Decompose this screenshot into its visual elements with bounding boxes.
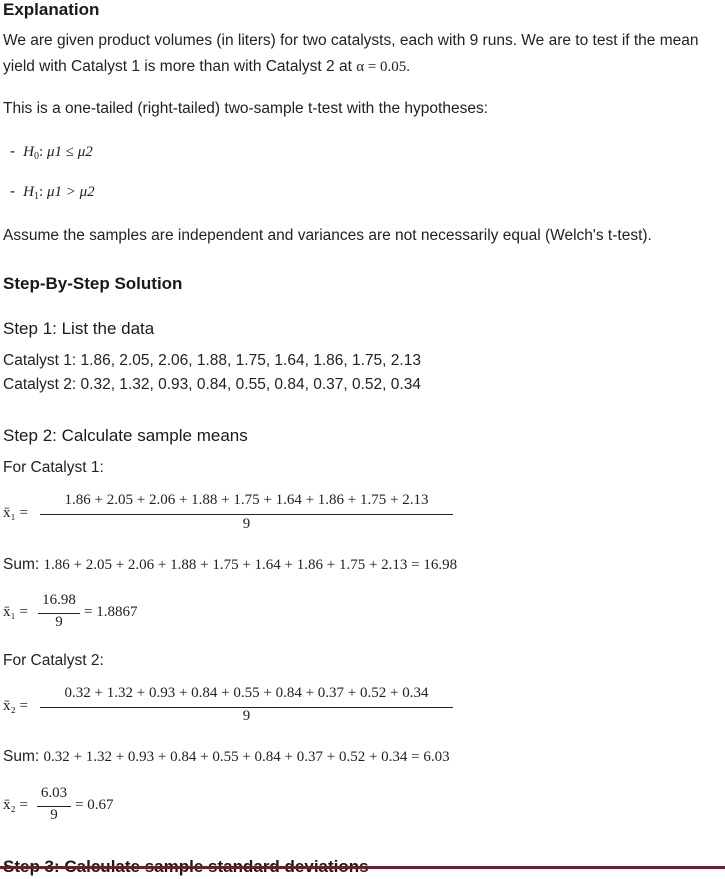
for-catalyst1-label: For Catalyst 1: [3,459,104,476]
c1-mean-result: = 1.8867 [84,604,138,620]
h1-expression: μ1 > μ2 [46,184,95,200]
c1-mean-denominator: 9 [55,614,63,630]
hypothesis-alternative: - $H_1$: μ1 > μ2 [10,183,95,202]
step3-title-clipped [3,855,403,866]
step1-title: Step 1: List the data [3,319,155,338]
explanation-heading: Explanation [3,0,100,19]
bullet-dash: - [10,143,16,160]
c2-sum-expression: 0.32 + 1.32 + 0.93 + 0.84 + 0.55 + 0.84 + 0.37 + 0.52 + 0.34 = 6.03 [43,749,450,765]
c2-mean-result: = 0.67 [75,797,114,813]
h0-symbol: $H_0$ [23,144,40,162]
c2-denominator: 9 [242,708,251,724]
c1-sum-expression: 1.86 + 2.05 + 2.06 + 1.88 + 1.75 + 1.64 + 1.86 + 1.75 + 2.13 = 16.98 [43,557,458,573]
bottom-border-bar [0,866,725,869]
test-type-text: This is a one-tailed (right-tailed) two-sample t-test with the hypotheses: [3,100,489,117]
for-catalyst2-label: For Catalyst 2: [3,652,104,669]
intro-line-2-text: yield with Catalyst 1 is more than with Catalyst 2 at [3,58,352,75]
assumption-text: Assume the samples are independent and variances are not necessarily equal (Welch's t-test). [3,227,652,244]
intro-line-1: We are given product volumes (in liters) for two catalysts, each with 9 runs. We are to test if the mean [3,32,699,49]
c1-sum-line [3,552,457,578]
alpha-value: α = 0.05. [356,59,411,75]
c2-numerator: 0.32 + 1.32 + 0.93 + 0.84 + 0.55 + 0.84 + 0.37 + 0.52 + 0.34 [64,685,429,701]
sum-label-2: Sum: [3,748,40,765]
hypothesis-null: - $H_0$: μ1 ≤ μ2 [10,143,93,162]
bullet-dash: - [10,183,16,200]
catalyst2-data: Catalyst 2: 0.32, 1.32, 0.93, 0.84, 0.55, 0.84, 0.37, 0.52, 0.34 [3,376,421,393]
c2-mean-numerator: 6.03 [40,785,68,801]
xbar2-label: x̄₂ = [3,698,28,714]
c2-sum-line [3,744,450,770]
xbar1-label: x̄₁ = [3,505,28,521]
xbar1-label-2: x̄₁ = [3,604,28,620]
c2-mean-denominator: 9 [50,807,58,823]
solution-heading: Step-By-Step Solution [3,274,183,293]
step2-title: Step 2: Calculate sample means [3,426,248,445]
sum-label: Sum: [3,556,40,573]
h1-symbol: $H_1$ [23,184,40,202]
h0-expression: μ1 ≤ μ2 [46,144,93,160]
c1-mean-numerator: 16.98 [42,592,76,608]
catalyst1-data: Catalyst 1: 1.86, 2.05, 2.06, 1.88, 1.75, 1.64, 1.86, 1.75, 2.13 [3,352,421,369]
xbar2-label-2: x̄₂ = [3,797,28,813]
c1-denominator: 9 [242,516,251,532]
c1-fraction-bar [40,514,453,515]
intro-line-2 [3,54,410,80]
c1-numerator: 1.86 + 2.05 + 2.06 + 1.88 + 1.75 + 1.64 + 1.86 + 1.75 + 2.13 [64,492,429,508]
